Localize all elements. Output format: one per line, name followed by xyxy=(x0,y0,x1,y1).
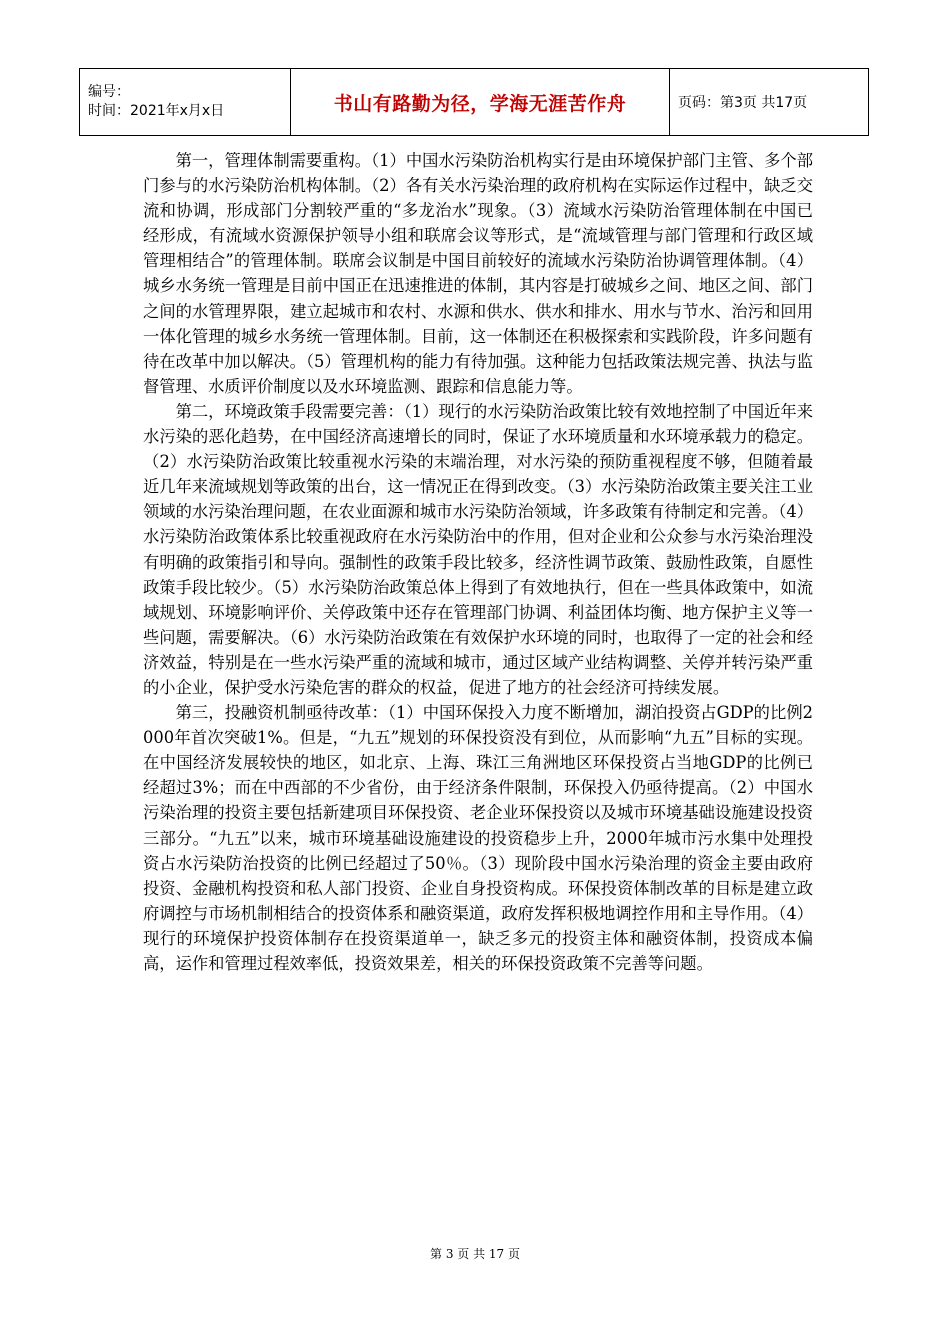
document-header xyxy=(79,68,869,136)
document-body xyxy=(143,148,813,976)
paragraph-environmental-policy: 第二，环境政策手段需要完善：（1）现行的水污染防治政策比较有效地控制了中国近年来水污染的恶化趋势，在中国经济高速增长的同时，保证了水环境质量和水环境承载力的稳定。（2）水污染防治政策比较重视水污染的末端治理，对水污染的预防重视程度不够，但随着最近几年来流域规划等政策的出台，这一情况正在得到改变。（3）水污染防治政策主要关注工业领域的水污染治理问题，在农业面源和城市水污染防治领域，许多政策有待制定和完善。（4）水污染防治政策体系比较重视政府在水污染防治中的作用，但对企业和公众参与水污染治理没有明确的政策指引和导向。强制性的政策手段比较多，经济性调节政策、鼓励性政策，自愿性政策手段比较少。（5）水污染防治政策总体上得到了有效地执行，但在一些具体政策中，如流域规划、环境影响评价、关停政策中还存在管理部门协调、利益团体均衡、地方保护主义等一些问题，需要解决。（6）水污染防治政策在有效保护水环境的同时，也取得了一定的社会和经济效益，特别是在一些水污染严重的流域和城市，通过区域产业结构调整、关停并转污染严重的小企业，保护受水污染危害的群众的权益，促进了地方的社会经济可持续发展。 xyxy=(143,401,813,697)
document-number-label: 编号： xyxy=(88,84,130,100)
header-page-info: 页码：第3页 共17页 xyxy=(670,69,869,136)
document-time-label: 时间：2021年x月x日 xyxy=(88,103,225,119)
header-motto: 书山有路勤为径，学海无涯苦作舟 xyxy=(291,69,670,136)
page-footer: 第 3 页 共 17 页 xyxy=(430,1247,520,1261)
paragraph-investment-mechanism: 第三，投融资机制亟待改革：（1）中国环保投入力度不断增加，湖泊投资占GDP的比例2000年首次突破1%。但是，“九五”规划的环保投资没有到位，从而影响“九五”目标的实现。在中国经济发展较快的地区，如北京、上海、珠江三角洲地区环保投资占当地GDP的比例已经超过3%；而在中西部的不少省份，由于经济条件限制，环保投入仍亟待提高。（2）中国水污染治理的投资主要包括新建项目环保投资、老企业环保投资以及城市环境基础设施建设投资三部分。“九五”以来，城市环境基础设施建设的投资稳步上升，2000年城市污水集中处理投资占水污染防治投资的比例已经超过了50％。（3）现阶段中国水污染治理的资金主要由政府投资、金融机构投资和私人部门投资、企业自身投资构成。环保投资体制改革的目标是建立政府调控与市场机制相结合的投资体系和融资渠道，政府发挥积极地调控作用和主导作用。（4）现行的环境保护投资体制存在投资渠道单一，缺乏多元的投资主体和融资体制，投资成本偏高，运作和管理过程效率低，投资效果差，相关的环保投资政策不完善等问题。 xyxy=(143,703,813,973)
paragraph-management-system: 第一，管理体制需要重构。（1）中国水污染防治机构实行是由环境保护部门主管、多个部门参与的水污染防治机构体制。（2）各有关水污染治理的政府机构在实际运作过程中，缺乏交流和协调，形成部门分割较严重的“多龙治水”现象。（3）流域水污染防治管理体制在中国已经形成，有流域水资源保护领导小组和联席会议等形式，是“流域管理与部门管理和行政区域管理相结合”的管理体制。联席会议制是中国目前较好的流域水污染防治协调管理体制。（4）城乡水务统一管理是目前中国正在迅速推进的体制，其内容是打破城乡之间、地区之间、部门之间的水管理界限，建立起城市和农村、水源和供水、供水和排水、用水与节水、治污和回用一体化管理的城乡水务统一管理体制。目前，这一体制还在积极探索和实践阶段，许多问题有待在改革中加以解决。（5）管理机构的能力有待加强。这种能力包括政策法规完善、执法与监督管理、水质评价制度以及水环境监测、跟踪和信息能力等。 xyxy=(143,151,813,396)
header-meta-cell xyxy=(80,69,291,136)
